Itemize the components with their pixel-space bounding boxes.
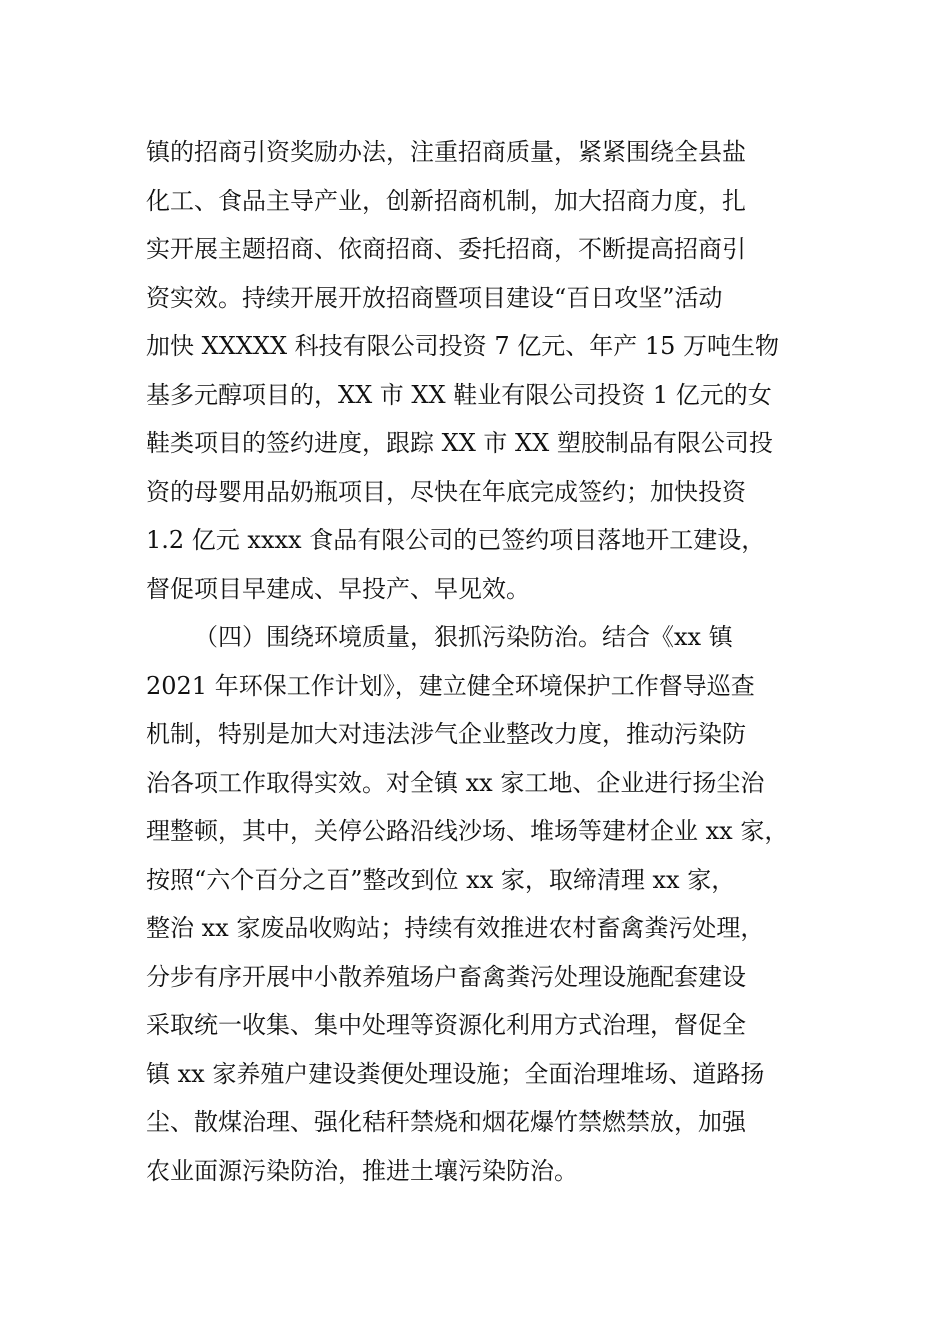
text-line: 按照“六个百分之百”整改到位 xx 家，取缔清理 xx 家， [146,865,736,894]
text-line: 理整顿，其中，关停公路沿线沙场、堆场等建材企业 xx 家， [146,817,789,845]
text-line: 分步有序开展中小散养殖场户畜禽粪污处理设施配套建设 [146,962,746,991]
text-line: 资的母婴用品奶瓶项目，尽快在年底完成签约；加快投资 [146,477,746,506]
text-line: 镇的招商引资奖励办法，注重招商质量，紧紧围绕全县盐 [146,138,746,166]
body-text [146,128,846,1195]
text-line: 采取统一收集、集中处理等资源化利用方式治理，督促全 [146,1011,746,1039]
text-line: 治各项工作取得实效。对全镇 xx 家工地、企业进行扬尘治 [146,768,765,797]
text-line: 督促项目早建成、早投产、早见效。 [146,574,530,603]
text-line: 基多元醇项目的，XX 市 XX 鞋业有限公司投资 1 亿元的女 [146,380,772,409]
text-line: 机制，特别是加大对违法涉气企业整改力度，推动污染防 [146,720,746,748]
section-heading-line: （四）围绕环境质量，狠抓污染防治。结合《xx 镇 [194,623,733,651]
text-line: 化工、食品主导产业，创新招商机制，加大招商力度，扎 [146,186,746,215]
text-line: 整治 xx 家废品收购站；持续有效推进农村畜禽粪污处理， [146,914,765,942]
text-line: 2021 年环保工作计划》，建立健全环境保护工作督导巡查 [146,671,755,700]
text-line: 农业面源污染防治，推进土壤污染防治。 [146,1156,578,1185]
text-line: 镇 xx 家养殖户建设粪便处理设施；全面治理堆场、道路扬 [146,1059,765,1088]
text-line: 实开展主题招商、依商招商、委托招商，不断提高招商引 [146,235,746,263]
text-line: 1.2 亿元 xxxx 食品有限公司的已签约项目落地开工建设， [146,526,766,554]
text-line: 加快 XXXXX 科技有限公司投资 7 亿元、年产 15 万吨生物 [146,332,780,360]
text-line: 鞋类项目的签约进度，跟踪 XX 市 XX 塑胶制品有限公司投 [146,429,773,457]
text-line: 尘、散煤治理、强化秸秆禁烧和烟花爆竹禁燃禁放，加强 [146,1108,746,1136]
text-line: 资实效。持续开展开放招商暨项目建设“百日攻坚”活动 [146,283,723,312]
